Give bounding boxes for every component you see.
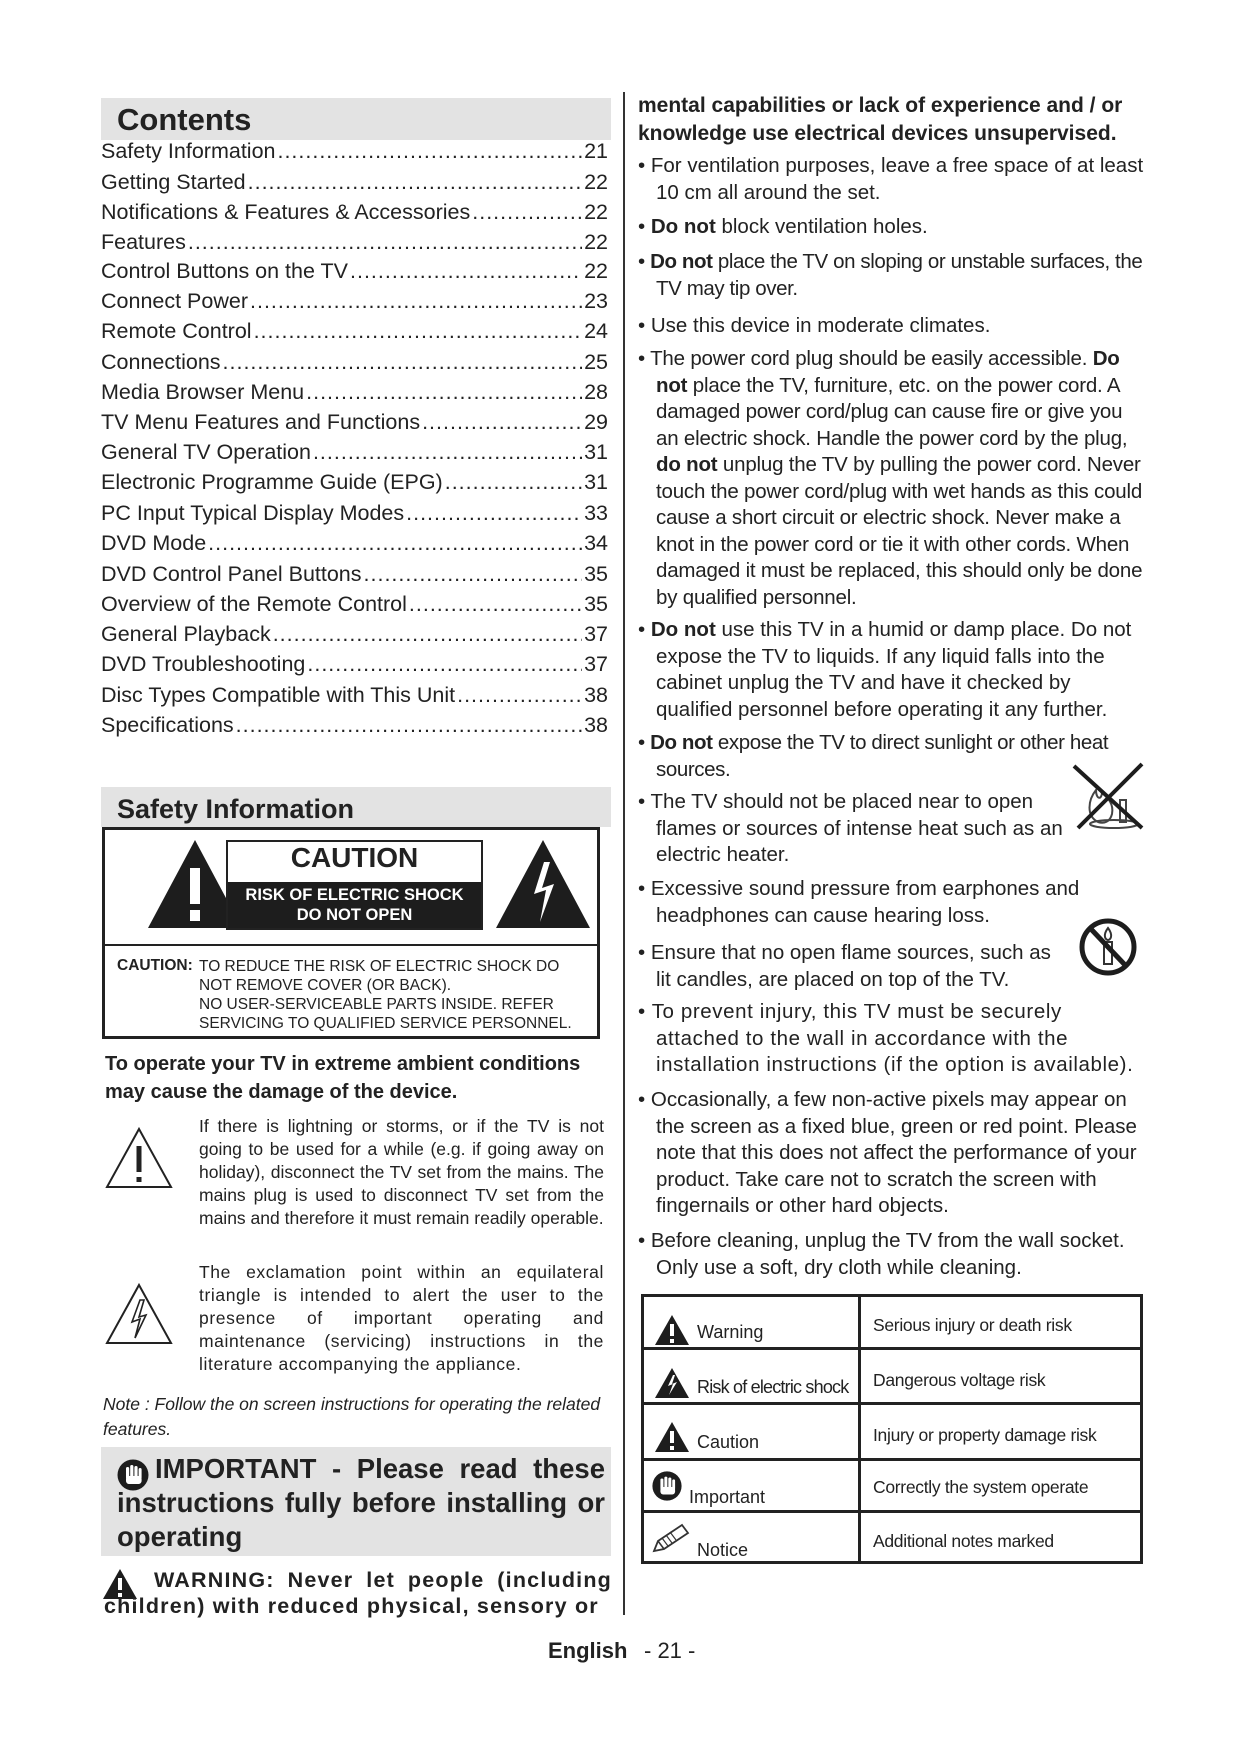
toc-dot-leader <box>254 319 583 344</box>
toc-entry <box>101 470 608 498</box>
toc-dot-leader <box>313 440 582 465</box>
toc-entry-page: 38 <box>584 713 608 737</box>
symbol-desc-important: Correctly the system operate <box>873 1477 1089 1497</box>
caution-text-line: NOT REMOVE COVER (OR BACK). <box>199 977 452 994</box>
bullet-holes: • Do not block ventilation holes. <box>638 215 928 238</box>
toc-entry-title: Electronic Programme Guide (EPG) <box>101 470 443 494</box>
symbol-name-warning: Warning <box>697 1322 764 1342</box>
caution-divider <box>105 944 597 946</box>
caution-risk-line-2: DO NOT OPEN <box>296 906 413 924</box>
bullet-emphasis: Do not <box>650 731 713 754</box>
toc-entry <box>101 652 608 680</box>
bullet-emphasis: do not <box>656 453 718 476</box>
bullet-sloping: • Do not place the TV on sloping or unstable surfaces, the TV may tip over. <box>638 250 1143 300</box>
toc-entry-title: Connections <box>101 350 221 374</box>
symbol-name-caution: Caution <box>697 1432 760 1452</box>
toc-dot-leader <box>188 230 582 255</box>
symbols-table-rule <box>641 1510 1143 1513</box>
toc-entry-page: 33 <box>584 501 608 525</box>
pencil-icon <box>650 1521 692 1555</box>
toc-entry <box>101 622 608 650</box>
bullet-text: For ventilation purposes, leave a free space of at least 10 cm all around the set. <box>650 154 1144 204</box>
bullet-pixels: • Occasionally, a few non-active pixels may appear on the screen as a fixed blue, green or red point. Please note that this does not affect the performance of your product. Take care not to scratch the screen with fingernails or other hard objects. <box>638 1088 1137 1217</box>
symbol-desc-notice: Additional notes marked <box>873 1531 1054 1551</box>
toc-entry <box>101 289 608 317</box>
bullet-text: Occasionally, a few non-active pixels may appear on the screen as a fixed blue, green or red point. Please note that this does not affect the performance of your product. Take care not to scratch the screen with fingernails or other hard objects. <box>650 1088 1137 1217</box>
symbols-table-rule <box>641 1402 1143 1405</box>
caution-text-line: SERVICING TO QUALIFIED SERVICE PERSONNEL. <box>199 1015 572 1032</box>
toc-entry-page: 35 <box>584 592 608 616</box>
no-fire-icon <box>1068 760 1148 832</box>
caution-title: CAUTION <box>290 842 419 873</box>
bullet-text: expose the TV to direct sunlight or other heat sources. <box>656 731 1109 781</box>
toc-entry <box>101 713 608 741</box>
toc-dot-leader <box>248 170 582 195</box>
bullet-sunlight: • Do not expose the TV to direct sunlight or other heat sources. <box>638 731 1109 781</box>
bullet-text: The TV should not be placed near to open flames or sources of intense heat such as an electric heater. <box>650 790 1063 866</box>
bullet-text: place the TV on sloping or unstable surfaces, the TV may tip over. <box>656 250 1143 300</box>
toc-entry <box>101 562 608 590</box>
toc-entry-page: 23 <box>584 289 608 313</box>
toc-entry <box>101 259 608 287</box>
toc-entry-title: Safety Information <box>101 139 276 163</box>
toc-entry-title: Specifications <box>101 713 234 737</box>
toc-dot-leader <box>422 410 582 435</box>
warning-paragraph-text: WARNING: Never let people (including children) with reduced physical, sensory or <box>104 1568 612 1618</box>
toc-entry-title: Getting Started <box>101 170 246 194</box>
no-candle-icon <box>1078 916 1138 978</box>
exclamation-paragraph: The exclamation point within an equilateral triangle is intended to alert the user to the presence of important operating and maintenance (servicing) instructions in the literature accompanying the appliance. <box>199 1262 604 1374</box>
toc-dot-leader <box>472 200 582 225</box>
footer-language: English <box>548 1638 628 1663</box>
toc-entry-title: Disc Types Compatible with This Unit <box>101 683 456 707</box>
ambient-conditions-warning: To operate your TV in extreme ambient conditions may cause the damage of the device. <box>105 1053 581 1103</box>
caution-text-line: TO REDUCE THE RISK OF ELECTRIC SHOCK DO <box>199 958 560 975</box>
toc-entry <box>101 440 608 468</box>
toc-entry <box>101 139 608 167</box>
caution-triangle-icon <box>654 1421 690 1453</box>
symbols-table-rule <box>641 1347 1143 1350</box>
toc-entry-title: TV Menu Features and Functions <box>101 410 421 434</box>
caution-text <box>199 957 594 1033</box>
caution-risk-line-1: RISK OF ELECTRIC SHOCK <box>245 886 464 904</box>
toc-entry-title: DVD Control Panel Buttons <box>101 562 362 586</box>
toc-dot-leader <box>236 713 582 738</box>
bullet-text: place the TV, furniture, etc. on the power cord. A damaged power cord/plug can cause fire or give you an electric shock. Handle the power cord by the plug, <box>656 373 1128 450</box>
bullet-cleaning: • Before cleaning, unplug the TV from the wall socket. Only use a soft, dry cloth while cleaning. <box>638 1229 1125 1279</box>
toc-entry-title: PC Input Typical Display Modes <box>101 501 405 525</box>
toc-dot-leader <box>277 139 582 164</box>
note-text: Note : Follow the on screen instructions for operating the related features. <box>103 1394 601 1439</box>
toc-dot-leader <box>350 259 582 284</box>
toc-entry-title: General TV Operation <box>101 440 311 464</box>
lightning-triangle-icon <box>104 1282 174 1346</box>
toc-entry <box>101 230 608 258</box>
toc-dot-leader <box>223 350 583 375</box>
lightning-paragraph: If there is lightning or storms, or if the TV is not going to be used for a while (e.g. if going away on holiday), disconnect the TV set from the mains. The mains plug is used to disconnect TV set from the mains and therefore it must remain readily operable. <box>199 1116 604 1228</box>
bullet-climates: • Use this device in moderate climates. <box>638 314 991 337</box>
toc-entry-page: 29 <box>584 410 608 434</box>
toc-entry <box>101 319 608 347</box>
bullet-text: unplug the TV by pulling the power cord. Never touch the power cord/plug with wet hands as this could cause a short circuit or electric shock. Never make a knot in the power cord or tie it with other cords. When damaged it must be replaced, this should only be done by qualified personnel. <box>656 453 1143 609</box>
bullet-flames: • The TV should not be placed near to open flames or sources of intense heat such as an electric heater. <box>638 790 1063 866</box>
bullet-text: Ensure that no open flame sources, such as lit candles, are placed on top of the TV. <box>650 941 1051 991</box>
toc-entry-page: 22 <box>584 200 608 224</box>
toc-entry <box>101 683 608 711</box>
bullet-emphasis: Do not <box>650 618 716 641</box>
contents-heading: Contents <box>101 98 611 140</box>
toc-dot-leader <box>306 380 582 405</box>
symbol-name-electric-shock: Risk of electric shock <box>697 1377 849 1397</box>
toc-entry-page: 21 <box>584 139 608 163</box>
toc-dot-leader <box>364 562 583 587</box>
bullet-emphasis: Do not <box>656 347 1120 397</box>
toc-dot-leader <box>307 652 582 677</box>
bullet-text: use this TV in a humid or damp place. Do not expose the TV to liquids. If any liquid falls into the cabinet unplug the TV and have it checked by qualified personnel before operating it any further. <box>656 618 1132 721</box>
toc-dot-leader <box>208 531 582 556</box>
toc-entry-title: Media Browser Menu <box>101 380 305 404</box>
toc-entry-page: 31 <box>584 470 608 494</box>
hand-stop-icon <box>651 1470 683 1502</box>
toc-entry-title: General Playback <box>101 622 271 646</box>
toc-entry-page: 24 <box>584 319 608 343</box>
toc-entry-page: 25 <box>584 350 608 374</box>
symbol-desc-warning: Serious injury or death risk <box>873 1315 1072 1335</box>
toc-entry-page: 22 <box>584 259 608 283</box>
toc-entry <box>101 350 608 378</box>
toc-entry-page: 35 <box>584 562 608 586</box>
column-divider <box>623 92 625 1615</box>
toc-entry <box>101 592 608 620</box>
warning-paragraph <box>104 1567 612 1619</box>
toc-entry <box>101 380 608 408</box>
toc-entry-page: 22 <box>584 230 608 254</box>
bullet-ventilation: • For ventilation purposes, leave a free space of at least 10 cm all around the set. <box>638 154 1144 204</box>
bullet-text: To prevent injury, this TV must be securely attached to the wall in accordance with the installation instructions (if the option is available). <box>651 1000 1134 1076</box>
symbol-desc-electric-shock: Dangerous voltage risk <box>873 1370 1046 1390</box>
toc-entry-title: Overview of the Remote Control <box>101 592 407 616</box>
toc-entry <box>101 170 608 198</box>
important-heading <box>117 1452 605 1554</box>
bullet-text: block ventilation holes. <box>715 215 928 238</box>
bullet-emphasis: Do not <box>650 250 713 273</box>
symbols-table-divider <box>858 1294 861 1564</box>
bullet-text: The power cord plug should be easily accessible. <box>650 347 1093 370</box>
toc-entry-page: 37 <box>584 622 608 646</box>
toc-dot-leader <box>409 592 582 617</box>
bullet-sound-pressure: • Excessive sound pressure from earphones and headphones can cause hearing loss. <box>638 877 1080 927</box>
bullet-candles: • Ensure that no open flame sources, such as lit candles, are placed on top of the TV. <box>638 941 1051 991</box>
symbol-name-notice: Notice <box>697 1540 749 1560</box>
caution-text-line: NO USER-SERVICEABLE PARTS INSIDE. REFER <box>199 996 554 1013</box>
footer-page-number: - 21 - <box>644 1638 696 1663</box>
toc-entry-page: 37 <box>584 652 608 676</box>
symbol-desc-caution: Injury or property damage risk <box>873 1425 1097 1445</box>
continued-text: mental capabilities or lack of experience and / or knowledge use electrical devices unsupervised. <box>638 94 1123 145</box>
toc-entry-page: 28 <box>584 380 608 404</box>
toc-dot-leader <box>457 683 582 708</box>
toc-entry-page: 22 <box>584 170 608 194</box>
toc-entry-title: DVD Mode <box>101 531 207 555</box>
symbols-table-rule <box>641 1458 1143 1461</box>
toc-entry-title: Remote Control <box>101 319 252 343</box>
caution-label: CAUTION: <box>117 957 193 974</box>
electric-shock-triangle-icon <box>494 838 592 930</box>
toc-entry-page: 34 <box>584 531 608 555</box>
bullet-text: Use this device in moderate climates. <box>650 314 991 337</box>
bullet-emphasis: Do not <box>650 215 716 238</box>
toc-entry <box>101 410 608 438</box>
symbol-name-important: Important <box>689 1487 766 1507</box>
toc-entry-title: Control Buttons on the TV <box>101 259 348 283</box>
toc-dot-leader <box>406 501 582 526</box>
bullet-humid: • Do not use this TV in a humid or damp place. Do not expose the TV to liquids. If any liquid falls into the cabinet unplug the TV and have it checked by qualified personnel before operating it any further. <box>638 618 1132 721</box>
toc-entry-title: DVD Troubleshooting <box>101 652 306 676</box>
warning-triangle-icon <box>654 1314 690 1346</box>
important-heading-text: IMPORTANT - Please read these instructions fully before installing or operating <box>117 1453 605 1552</box>
toc-entry <box>101 501 608 529</box>
caution-risk-label <box>228 882 481 928</box>
electric-shock-icon <box>654 1367 690 1399</box>
toc-entry-page: 38 <box>584 683 608 707</box>
exclamation-triangle-icon <box>104 1126 174 1190</box>
toc-entry-title: Connect Power <box>101 289 248 313</box>
toc-dot-leader <box>250 289 582 314</box>
toc-dot-leader <box>273 622 582 647</box>
bullet-wall-mount: • To prevent injury, this TV must be securely attached to the wall in accordance with the installation instructions (if the option is available). <box>638 1000 1134 1076</box>
toc-entry-title: Features <box>101 230 186 254</box>
toc-entry-title: Notifications & Features & Accessories <box>101 200 471 224</box>
safety-heading: Safety Information <box>101 787 611 827</box>
toc-entry <box>101 200 608 228</box>
toc-dot-leader <box>445 470 582 495</box>
bullet-power-cord: • The power cord plug should be easily accessible. Do not place the TV, furniture, etc. on the power cord. A damaged power cord/plug can cause fire or give you an electric shock. Handle the power cord by the plug, do not unplug the TV by pulling the power cord. Never touch the power cord/plug with wet hands as this could cause a short circuit or electric shock. Never make a knot in the power cord or tie it with other cords. When damaged it must be replaced, this should only be done by qualified personnel. <box>638 347 1143 609</box>
bullet-text: Excessive sound pressure from earphones and headphones can cause hearing loss. <box>650 877 1080 927</box>
bullet-text: Before cleaning, unplug the TV from the wall socket. Only use a soft, dry cloth while cleaning. <box>650 1229 1125 1279</box>
toc-entry-page: 31 <box>584 440 608 464</box>
toc-entry <box>101 531 608 559</box>
